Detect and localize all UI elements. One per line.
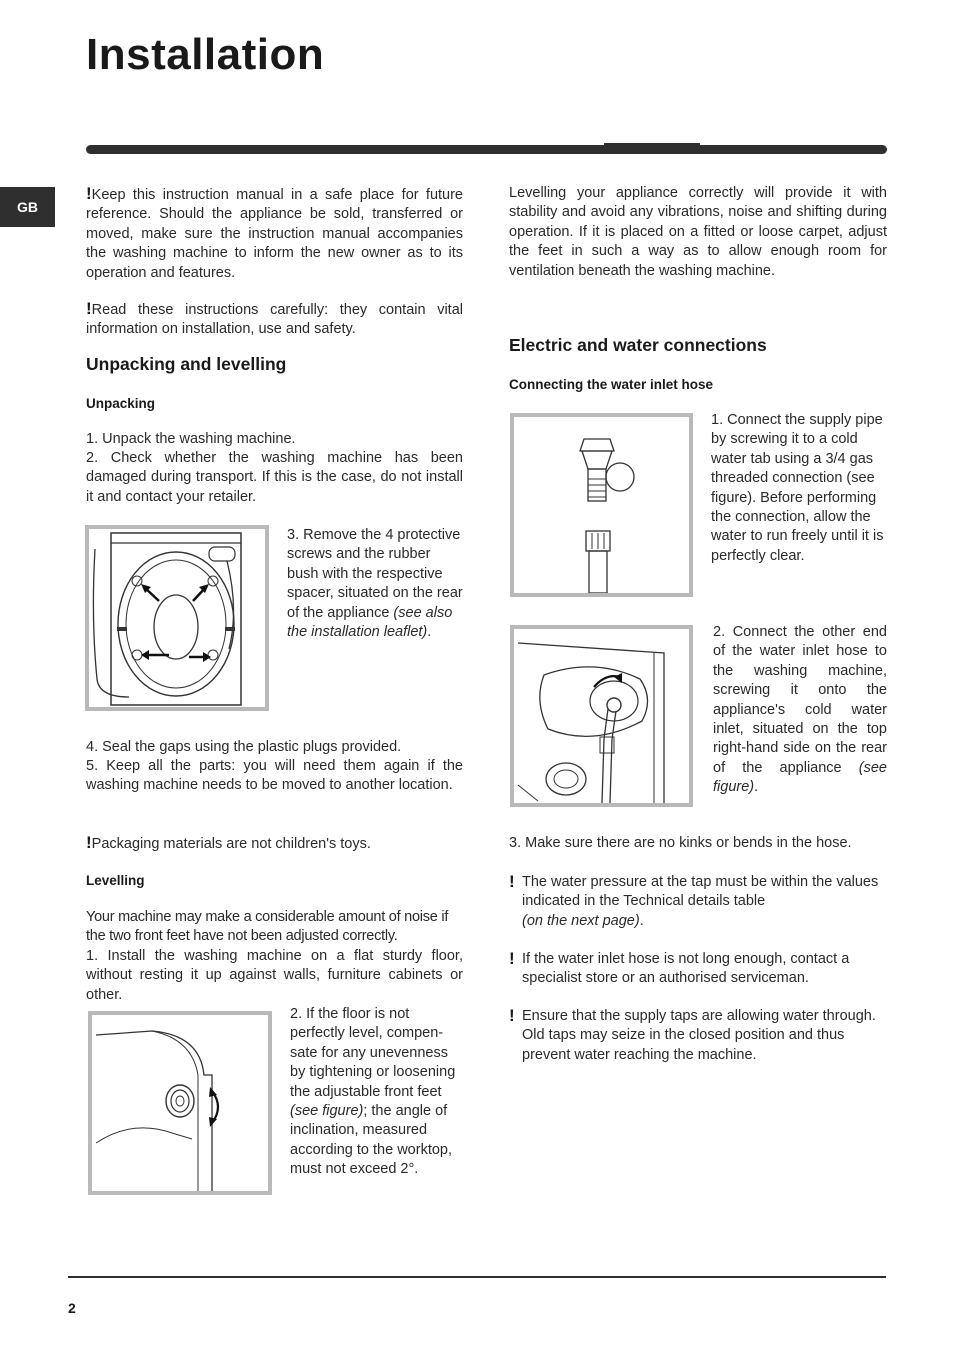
title-divider — [86, 145, 887, 154]
unpack-step-1: 1. Unpack the washing machine. — [86, 431, 296, 447]
inlet-connection-figure — [510, 625, 693, 807]
subheading-inlet-hose: Connecting the water inlet hose — [509, 377, 714, 392]
unpack-step-3 — [287, 526, 465, 642]
pressure-warning-text: The water pressure at the tap must be within the values indicated in the Technical details table — [522, 874, 879, 910]
intro-warning-2 — [86, 299, 463, 340]
footer-divider — [68, 1276, 886, 1278]
levelling-step-1: 1. Install the washing machine on a flat sturdy floor, without resting it up against walls, furniture cabinets or other. — [86, 948, 463, 1003]
pressure-warning-ref: (on the next page) — [522, 912, 640, 929]
warning-icon: ! — [86, 299, 92, 318]
pressure-warning-end: . — [639, 912, 644, 929]
packaging-warning-text: Packaging materials are not children's toys. — [91, 836, 371, 852]
connection-step-2-ref: (see figure) — [713, 759, 887, 796]
packaging-warning — [86, 833, 463, 854]
hose-length-warning — [509, 950, 887, 989]
page-number: 2 — [68, 1300, 76, 1316]
warning-icon: ! — [509, 1006, 515, 1025]
unpack-step-5: 5. Keep all the parts: you will need them again if the washing machine needs to be moved to another location. — [86, 758, 463, 794]
levelling-step-2-ref: (see figure) — [290, 1103, 364, 1120]
intro-warning-2-text: Read these instructions carefully: they contain vital information on installation, use and safety. — [86, 302, 463, 338]
subheading-unpacking: Unpacking — [86, 396, 156, 411]
supply-tap-warning — [509, 1007, 887, 1065]
tap-hose-icon — [514, 417, 689, 593]
front-foot-figure — [88, 1011, 272, 1195]
levelling-step-2 — [290, 1005, 466, 1180]
subheading-levelling: Levelling — [86, 873, 145, 888]
warning-icon: ! — [509, 872, 515, 891]
supply-tap-warning-text: Ensure that the supply taps are allowing water through. Old taps may seize in the closed position and thus prevent water reaching the machine. — [522, 1008, 876, 1063]
unpack-step-3-end: . — [427, 624, 432, 641]
intro-warning-1 — [86, 184, 463, 283]
levelling-benefits: Levelling your appliance correctly will provide it with stability and avoid any vibrations, noise and shifting during operation. If it is placed on a fitted or loose carpet, adjust the feet in such a way as to allow enough room for ventilation beneath the washing machine. — [509, 185, 887, 279]
levelling-step-2-end: ; the angle of inclination, measured according to the worktop, must not exceed 2°. — [290, 1103, 453, 1178]
hose-length-warning-text: If the water inlet hose is not long enough, contact a specialist store or an authorised serviceman. — [522, 951, 850, 987]
warning-icon: ! — [86, 184, 92, 203]
connection-step-2-end: . — [754, 779, 759, 796]
connection-step-1: 1. Connect the supply pipe by screwing it to a cold water tab using a 3/4 gas threaded connection (see figure). Before performing the connection, allow the water to run freely until it is perfectly clear. — [711, 412, 884, 564]
divider-notch — [604, 143, 700, 145]
intro-warning-1-text: Keep this instruction manual in a safe place for future reference. Should the appliance be sold, transferred or moved, make sure the instruction manual accompanies the washing machine to inform the new owner as to its operation and features. — [86, 187, 463, 281]
unpack-step-3-text: 3. Remove the 4 protective screws and the rubber bush with the respective spacer, situated on the rear of the appliance — [287, 527, 463, 621]
adjustable-foot-icon — [92, 1015, 268, 1191]
connection-step-2-text: 2. Connect the other end of the water inlet hose to the washing machine, screwing it onto the appliance's cold water inlet, situated on the top right-hand side on the rear of the appliance — [713, 624, 887, 776]
unpack-step-2: 2. Check whether the washing machine has been damaged during transport. If this is the case, do not install it and contact your retailer. — [86, 450, 463, 505]
warning-icon: ! — [86, 833, 92, 852]
levelling-intro: Your machine may make a considerable amount of noise if the two front feet have not been adjusted correctly. — [86, 909, 449, 945]
heading-unpacking-levelling: Unpacking and levelling — [86, 354, 287, 374]
heading-connections: Electric and water connections — [509, 335, 767, 355]
language-tab: GB — [0, 187, 55, 227]
connection-step-2 — [713, 623, 887, 798]
levelling-step-2-text: 2. If the floor is not perfectly level, compen-sate for any unevenness by tightening or loosening the adjustable front feet — [290, 1006, 456, 1100]
rear-inlet-icon — [514, 629, 689, 803]
washing-machine-rear-icon — [89, 529, 265, 707]
unpack-step-4: 4. Seal the gaps using the plastic plugs provided. — [86, 739, 402, 755]
unpack-step-3-ref: (see also the installation leaflet) — [287, 604, 453, 641]
warning-icon: ! — [509, 949, 515, 968]
pressure-warning — [509, 873, 887, 931]
page-title: Installation — [86, 30, 325, 79]
rear-screws-figure — [85, 525, 269, 711]
tap-connection-figure — [510, 413, 693, 597]
connection-step-3: 3. Make sure there are no kinks or bends in the hose. — [509, 835, 852, 851]
